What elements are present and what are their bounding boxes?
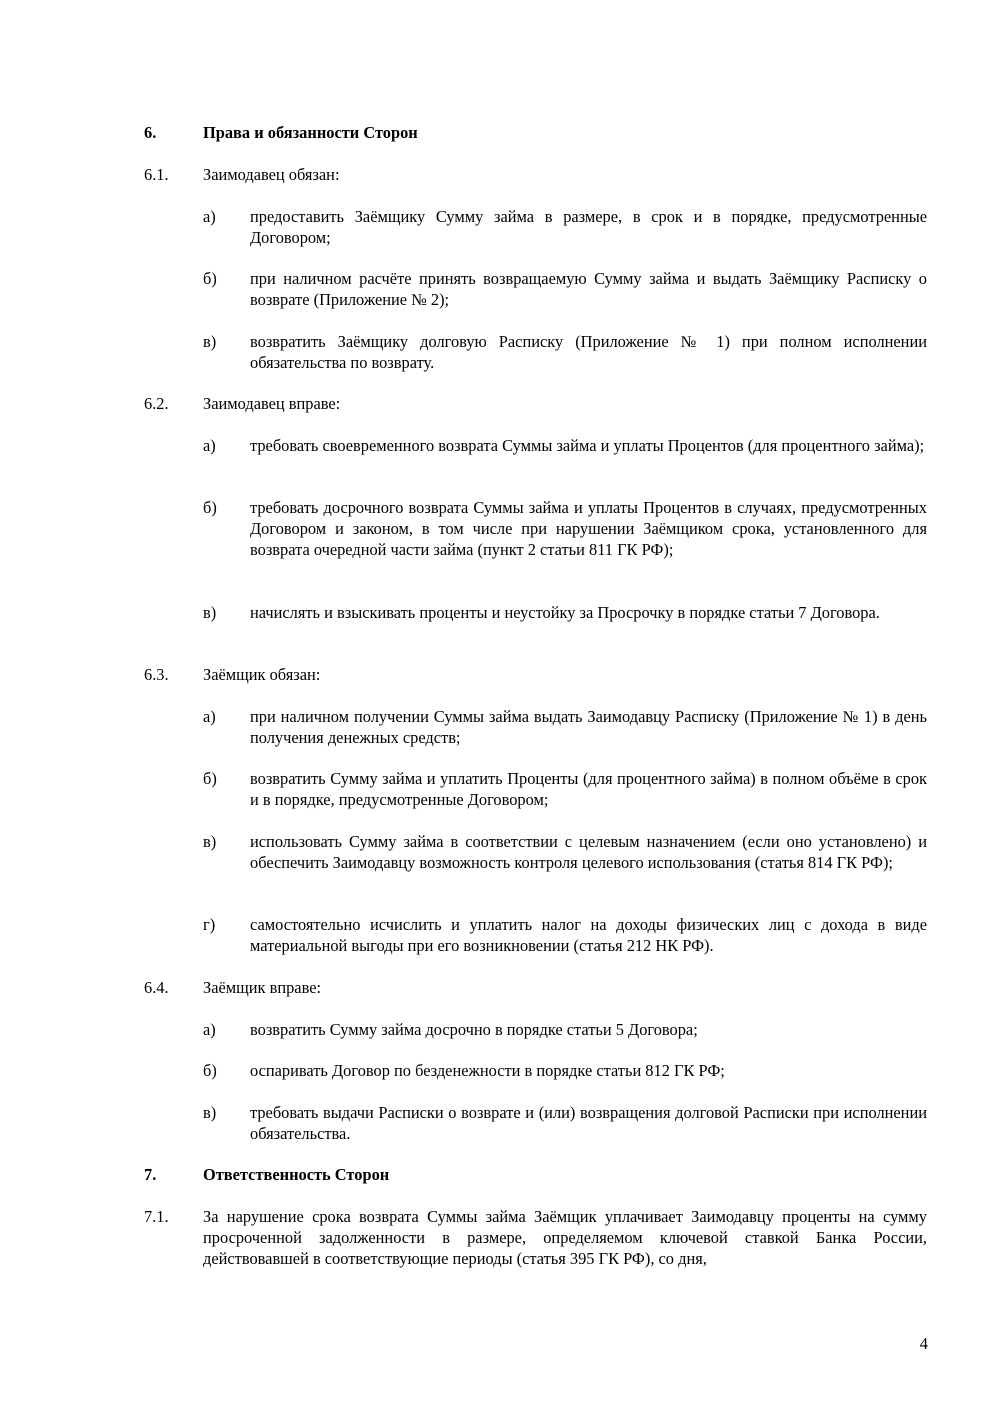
list-item-letter: г) <box>203 915 216 934</box>
list-item-letter: а) <box>203 436 216 455</box>
list-item-text: самостоятельно исчислить и уплатить налог на доходы физических лиц с дохода в виде материальной выгоды при его возникновении (статья 212 НК РФ). <box>250 915 927 955</box>
section-number: 7. <box>144 1165 157 1184</box>
list-item-text: начислять и взыскивать проценты и неустойку за Просрочку в порядке статьи 7 Договора. <box>250 603 880 622</box>
list-item-letter: а) <box>203 1020 216 1039</box>
list-item-text: предоставить Заёмщику Сумму займа в размере, в срок и в порядке, предусмотренные Договором; <box>250 207 927 247</box>
clause-number: 6.2. <box>144 394 169 413</box>
list-item-text: использовать Сумму займа в соответствии с целевым назначением (если оно установлено) и обеспечить Заимодавцу возможность контроля целевого использования (статья 814 ГК РФ); <box>250 832 927 872</box>
list-item-text: возвратить Сумму займа и уплатить Проценты (для процентного займа) в полном объёме в срок и в порядке, предусмотренные Договором; <box>250 769 927 809</box>
list-item-text: возвратить Заёмщику долговую Расписку (Приложение № 1) при полном исполнении обязательства по возврату. <box>250 332 927 372</box>
section-title: Ответственность Сторон <box>203 1165 390 1184</box>
clause-number: 6.1. <box>144 165 169 184</box>
list-item-letter: а) <box>203 207 216 226</box>
clause-number: 6.3. <box>144 665 169 684</box>
section-title: Права и обязанности Сторон <box>203 123 418 142</box>
clause-number: 6.4. <box>144 978 169 997</box>
list-item-letter: в) <box>203 832 217 851</box>
list-item-text: требовать выдачи Расписки о возврате и (или) возвращения долговой Расписки при исполнении обязательства. <box>250 1103 927 1143</box>
clause-number: 7.1. <box>144 1207 169 1226</box>
list-item-letter: б) <box>203 769 217 788</box>
clause-text: Заёмщик обязан: <box>203 665 321 684</box>
clause-text: За нарушение срока возврата Суммы займа Заёмщик уплачивает Заимодавцу проценты на сумму просроченной задолженности в размере, определяемом ключевой ставкой Банка России, действовавшей в соответствующие периоды (статья 395 ГК РФ), со дня, <box>203 1207 927 1268</box>
list-item-text: при наличном получении Суммы займа выдать Заимодавцу Расписку (Приложение № 1) в день получения денежных средств; <box>250 707 927 747</box>
list-item-letter: б) <box>203 1061 217 1080</box>
list-item-letter: в) <box>203 1103 217 1122</box>
list-item-text: оспаривать Договор по безденежности в порядке статьи 812 ГК РФ; <box>250 1061 725 1080</box>
list-item-letter: в) <box>203 332 217 351</box>
list-item-letter: б) <box>203 269 217 288</box>
list-item-text: возвратить Сумму займа досрочно в порядке статьи 5 Договора; <box>250 1020 698 1039</box>
clause-text: Заимодавец вправе: <box>203 394 341 413</box>
clause-text: Заёмщик вправе: <box>203 978 322 997</box>
list-item-letter: в) <box>203 603 217 622</box>
list-item-text: при наличном расчёте принять возвращаемую Сумму займа и выдать Заёмщику Расписку о возврате (Приложение № 2); <box>250 269 927 309</box>
section-number: 6. <box>144 123 157 142</box>
page-number: 4 <box>919 1334 928 1353</box>
list-item-letter: б) <box>203 498 217 517</box>
list-item-text: требовать досрочного возврата Суммы займа и уплаты Процентов в случаях, предусмотренных Договором и законом, в том числе при нарушении Заёмщиком срока, установленного для возврата очередной части займа (пункт 2 статьи 811 ГК РФ); <box>250 498 927 559</box>
list-item-text: требовать своевременного возврата Суммы займа и уплаты Процентов (для процентного займа); <box>250 436 925 455</box>
clause-text: Заимодавец обязан: <box>203 165 340 184</box>
list-item-letter: а) <box>203 707 216 726</box>
